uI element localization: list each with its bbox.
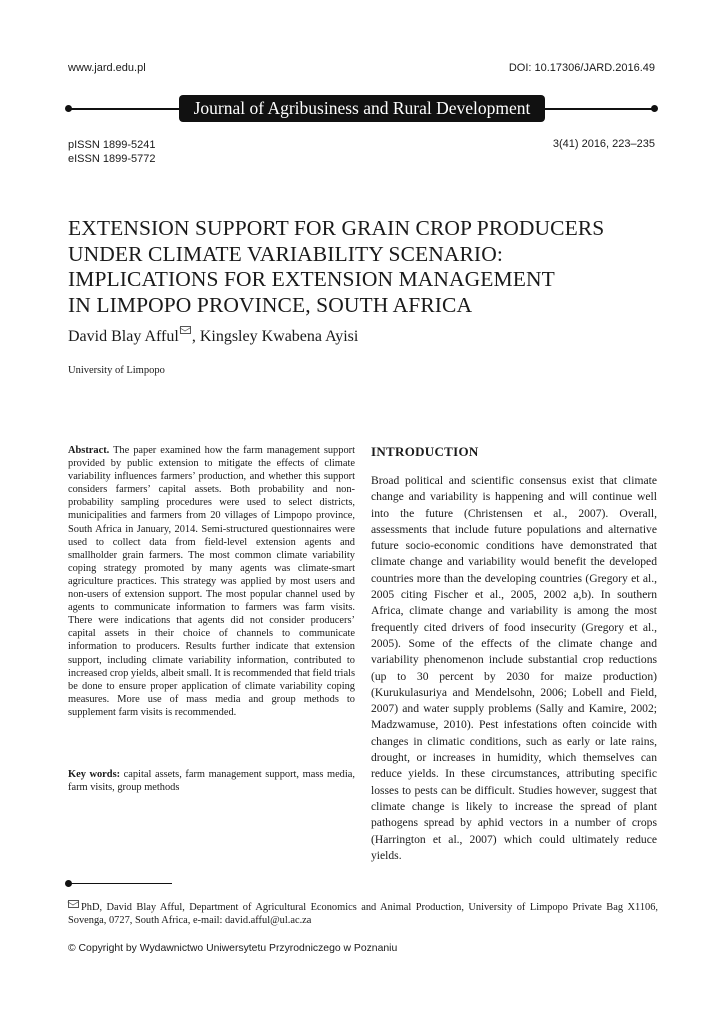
- footnote-rule: [68, 883, 172, 884]
- journal-url[interactable]: www.jard.edu.pl: [68, 62, 146, 74]
- author-name: Kingsley Kwabena Ayisi: [199, 328, 359, 345]
- keywords: [68, 768, 355, 794]
- issn-block: [68, 138, 155, 166]
- abstract: [68, 444, 355, 719]
- section-heading: INTRODUCTION: [371, 444, 479, 459]
- pissn: pISSN 1899-5241: [68, 139, 156, 151]
- article-title: [68, 216, 658, 318]
- title-line: EXTENSION SUPPORT FOR GRAIN CROP PRODUCERS: [68, 216, 605, 240]
- journal-name-banner: Journal of Agribusiness and Rural Development: [179, 95, 545, 122]
- rule-dot-left: [65, 105, 72, 112]
- doi-link[interactable]: DOI: 10.17306/JARD.2016.49: [508, 62, 655, 74]
- envelope-icon: [180, 326, 191, 334]
- title-line: IN LIMPOPO PROVINCE, SOUTH AFRICA: [68, 292, 473, 317]
- abstract-text: The paper examined how the farm management support provided by public extension to mitigate the effects of climate variability influences farmers’ production, and whether this support considers farmers’ capital assets. Both probability and non-probability sampling procedures were used to select districts, municipalities and farmers from 20 villages of Limpopo province, South Africa in January, 2014. Semi-structured questionnaires were used to collect data from field-level extension agents and smallholder grain farmers. The most common climate variability coping strategy promoted by many agents was climate-smart agriculture practices. This strategy was applied by most users and non-users of extension support. The most popular channel used by agents to communicate information to farmers was farm visits. There were indications that agents did not consider producers’ capital assets in their choice of channels to communicate information to producers. Results further indicate that extension support, including climate variability information, contributed to increased crop yields, albeit small. It is recommended that field trials be done to ensure proper application of climate variability coping measures. More use of mass media and group methods to supplement farm visits is recommended.: [68, 445, 355, 718]
- footnote-rule-dot: [65, 880, 72, 887]
- keywords-text: capital assets, farm management support, mass media, farm visits, group methods: [68, 769, 355, 794]
- keywords-label: Key words:: [68, 769, 121, 780]
- affiliation: University of Limpopo: [68, 365, 165, 376]
- introduction-body: Broad political and scientific consensus exist that climate change and variability is happening and will continue well into the future (Christensen et al., 2007). Overall, assessments that include future populations and alternative future socio-economic conditions have demonstrated that climate change and variability would benefit the developed countries more than the developing countries (Gregory et al., 2005 citing Fischer et al., 2005, 2002 a,b). In southern Africa, climate change and variability is among the most frequently cited drivers of food insecurity (Gregory et al., 2005). Some of the effects of the climate change and variability phenomenon include substantial crop reductions (up to 30 percent by 2030 for maize production) (Kurukulasuriya and Mendelsohn, 2006; Lobell and Field, 2007) and water supply problems (Sally and Kamire, 2002; Madzwamuse, 2010). Pest infestations often coincide with changes in climatic conditions, such as early or late rains, drought, or increases in humidity, which themselves can reduce yields. In these circumstances, attributing specific losses to pests can be difficult. Studies however, suggest that climate change is likely to increase the spread of plant pathogens spread by aphid vectors in a number of crops (Harrington et al., 2007) which could ultimately reduce yields.: [371, 474, 657, 862]
- rule-dot-right: [651, 105, 658, 112]
- footnote: [68, 901, 658, 927]
- eissn: eISSN 1899-5772: [68, 153, 156, 165]
- abstract-label: Abstract.: [68, 445, 110, 456]
- title-line: UNDER CLIMATE VARIABILITY SCENARIO:: [68, 241, 503, 266]
- author-name: David Blay Afful: [68, 328, 179, 345]
- issue-info: 3(41) 2016, 223–235: [552, 138, 655, 150]
- envelope-icon: [68, 900, 79, 908]
- footnote-text: PhD, David Blay Afful, Department of Agricultural Economics and Animal Production, University of Limpopo Private Bag X1106, Sovenga, 0727, South Africa, e-mail: david.afful@ul.ac.za: [68, 902, 658, 926]
- title-line: IMPLICATIONS FOR EXTENSION MANAGEMENT: [68, 267, 555, 291]
- copyright-notice: © Copyright by Wydawnictwo Uniwersytetu Przyrodniczego w Poznaniu: [68, 943, 398, 954]
- author-separator: ,: [191, 328, 200, 345]
- author-list: [68, 328, 358, 346]
